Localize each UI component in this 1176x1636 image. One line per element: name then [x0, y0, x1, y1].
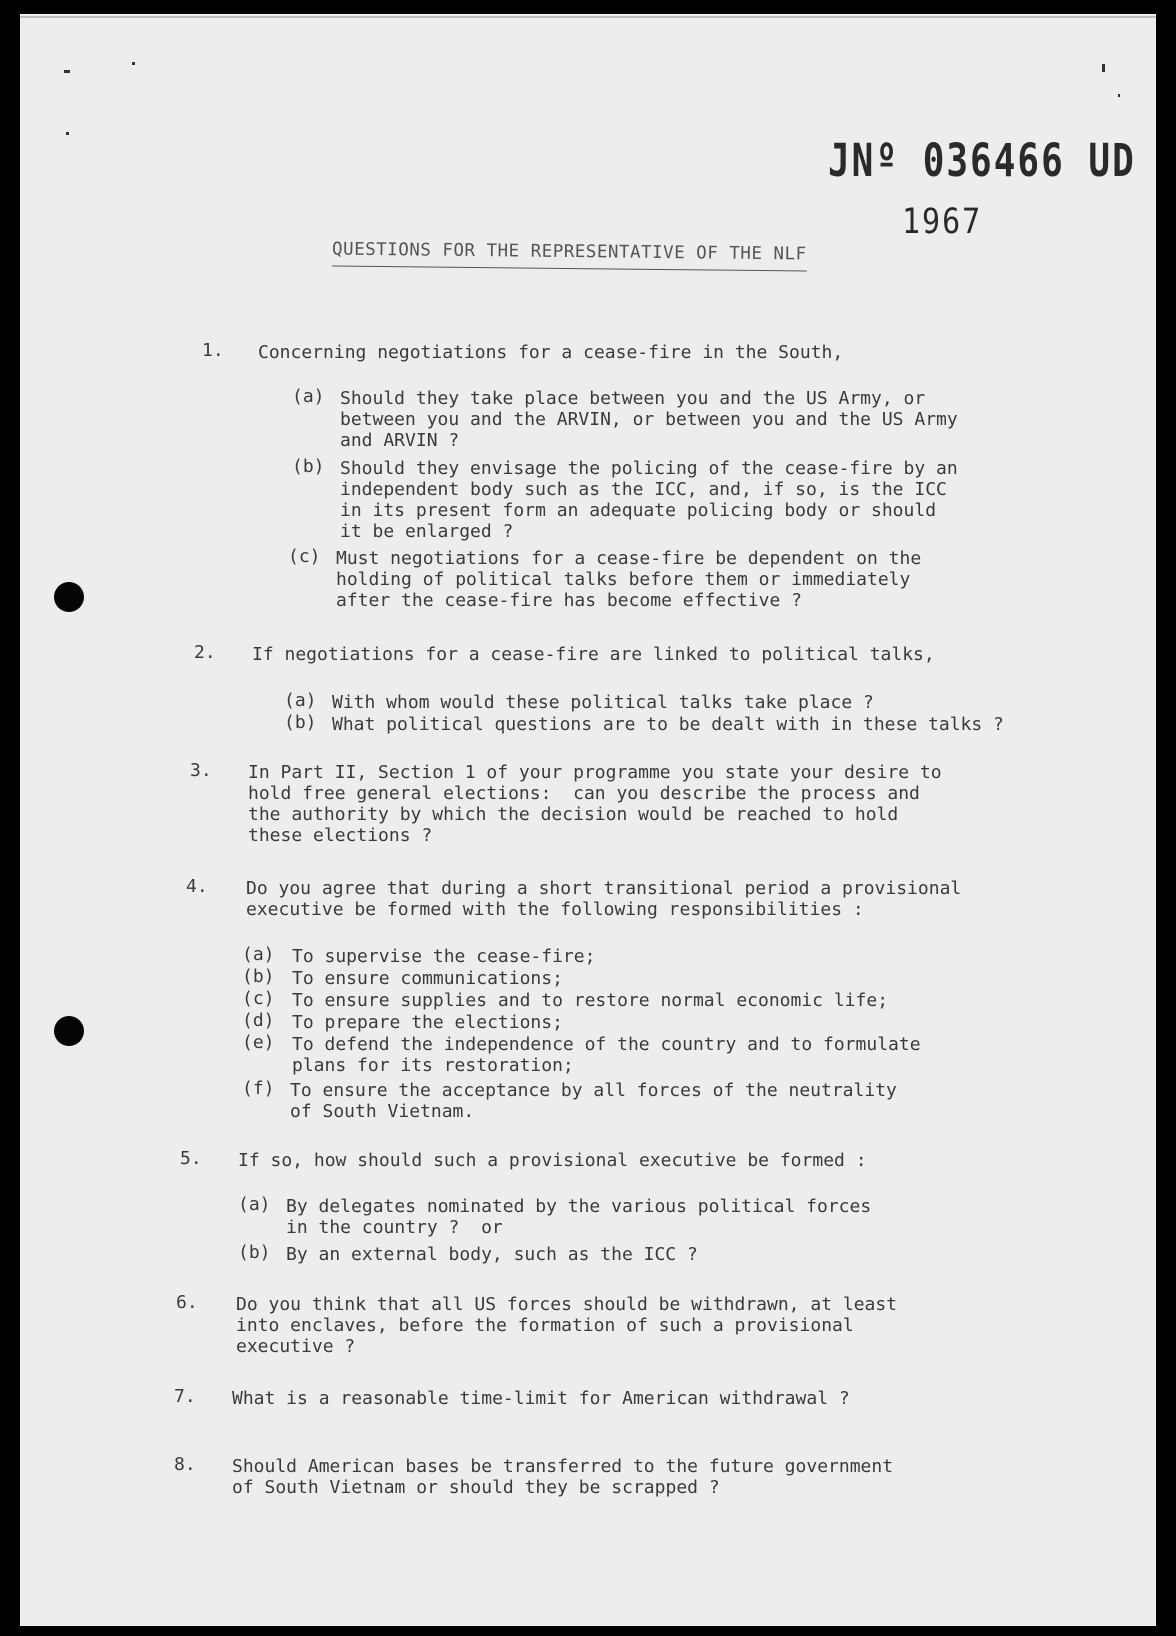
sub-item-text: To prepare the elections;: [292, 1012, 563, 1033]
question-text: Do you think that all US forces should be withdrawn, at least into enclaves, before the formation of such a provisional executive ?: [236, 1294, 898, 1357]
sub-item-label: (c): [288, 546, 321, 567]
archive-stamp-year: 1967: [902, 202, 983, 243]
sub-item-label: (a): [292, 386, 325, 407]
sub-item-label: (a): [242, 944, 275, 965]
question-text: If so, how should such a provisional executive be formed :: [238, 1150, 867, 1171]
sub-item-text: By an external body, such as the ICC ?: [286, 1244, 698, 1265]
sub-item-text: To supervise the cease-fire;: [292, 946, 596, 967]
question-number: 3.: [190, 760, 212, 781]
question-text: Should American bases be transferred to the future government of South Vietnam or should they be scrapped ?: [232, 1456, 894, 1498]
ink-speck: [66, 132, 69, 135]
ink-speck: [64, 70, 70, 73]
question-text: Do you agree that during a short transitional period a provisional executive be formed with the following responsibilities :: [246, 878, 962, 920]
question-number: 7.: [174, 1386, 196, 1407]
question-number: 2.: [194, 642, 216, 663]
sub-item-text: Must negotiations for a cease-fire be dependent on the holding of political talks before them or immediately after the cease-fire has become effective ?: [336, 548, 922, 611]
question-text: What is a reasonable time-limit for American withdrawal ?: [232, 1388, 850, 1409]
sub-item-label: (a): [238, 1194, 271, 1215]
sub-item-label: (d): [242, 1010, 275, 1031]
question-text: In Part II, Section 1 of your programme you state your desire to hold free general elections: can you describe the process and the authority by which the decision would be reached to hold these elections ?: [248, 762, 942, 846]
sub-item-label: (c): [242, 988, 275, 1009]
document-page: [20, 14, 1156, 1626]
question-number: 6.: [176, 1292, 198, 1313]
archive-stamp-number: JNº 036466 UD: [828, 136, 1136, 188]
punch-hole: [54, 1016, 84, 1046]
sub-item-label: (e): [242, 1032, 275, 1053]
ink-speck: [1118, 94, 1120, 97]
sub-item-text: To ensure supplies and to restore normal economic life;: [292, 990, 889, 1011]
sub-item-label: (a): [284, 690, 317, 711]
sub-item-text: What political questions are to be dealt with in these talks ?: [332, 714, 1004, 735]
question-text: If negotiations for a cease-fire are linked to political talks,: [252, 644, 935, 665]
punch-hole: [54, 582, 84, 612]
ink-speck: [132, 62, 135, 65]
paper-top-edge: [20, 16, 1156, 18]
sub-item-text: By delegates nominated by the various political forces in the country ? or: [286, 1196, 872, 1238]
sub-item-label: (b): [238, 1242, 271, 1263]
question-number: 1.: [202, 340, 224, 361]
sub-item-label: (b): [284, 712, 317, 733]
question-number: 4.: [186, 876, 208, 897]
sub-item-text: With whom would these political talks take place ?: [332, 692, 874, 713]
sub-item-text: To defend the independence of the country and to formulate plans for its restoration;: [292, 1034, 921, 1076]
sub-item-label: (b): [292, 456, 325, 477]
sub-item-text: Should they take place between you and the US Army, or between you and the ARVIN, or between you and the US Army and ARVIN ?: [340, 388, 958, 451]
question-text: Concerning negotiations for a cease-fire in the South,: [258, 342, 844, 363]
sub-item-text: To ensure the acceptance by all forces of the neutrality of South Vietnam.: [290, 1080, 897, 1122]
sub-item-text: Should they envisage the policing of the cease-fire by an independent body such as the ICC, and, if so, is the ICC in its present form an adequate policing body or should it be enlarged ?: [340, 458, 958, 542]
sub-item-label: (b): [242, 966, 275, 987]
sub-item-text: To ensure communications;: [292, 968, 563, 989]
ink-speck: [1102, 64, 1105, 72]
document-title: QUESTIONS FOR THE REPRESENTATIVE OF THE NLF: [332, 240, 807, 272]
sub-item-label: (f): [242, 1078, 275, 1099]
question-number: 5.: [180, 1148, 202, 1169]
question-number: 8.: [174, 1454, 196, 1475]
